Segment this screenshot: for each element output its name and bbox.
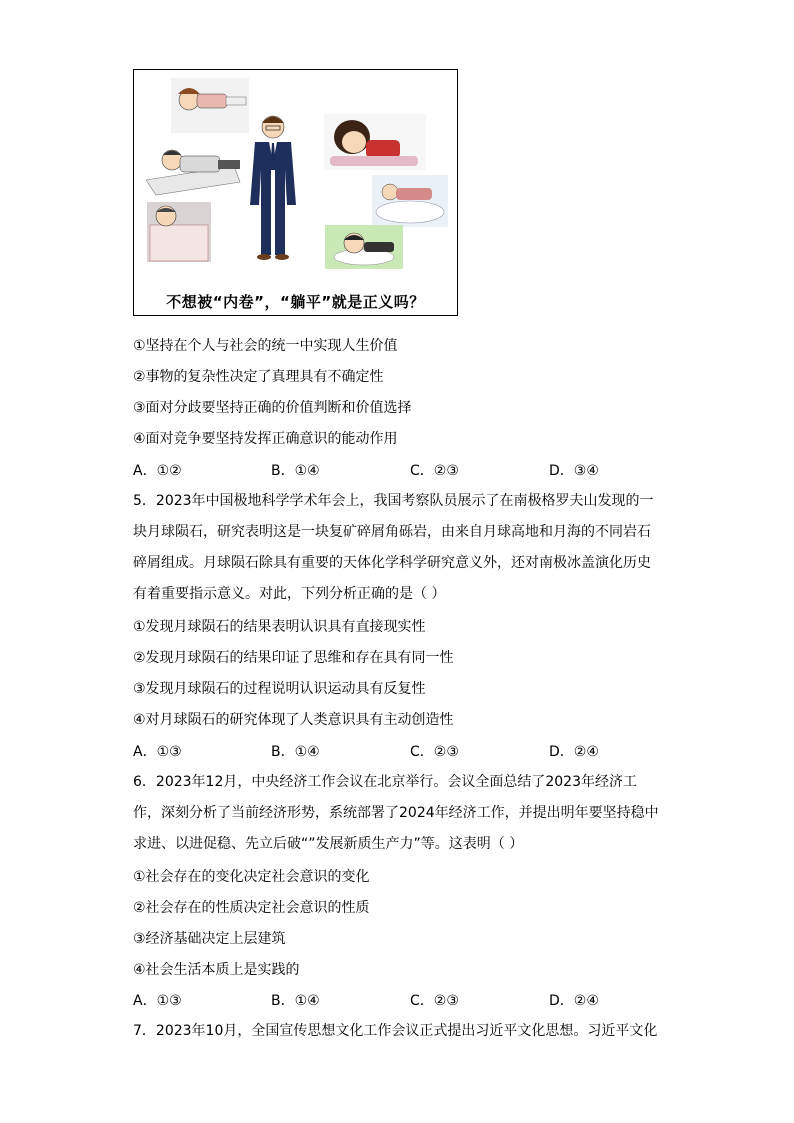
q6-item-1: ①社会存在的变化决定社会意识的变化 xyxy=(133,869,370,885)
q4-option-b[interactable]: B．①④ xyxy=(271,463,320,479)
q6-option-b[interactable]: B．①④ xyxy=(271,993,320,1009)
man-in-bed-icon xyxy=(147,202,211,262)
lying-man-on-mat-icon xyxy=(146,150,240,195)
q6-stem: 6．2023年12月，中央经济工作会议在北京举行。会议全面总结了2023年经济工作，深刻分析了当前经济形势，系统部署了2024年经济工作，并提出明年要坚持稳中求进、以进促稳、先立后破“”发展新质生产力”等。这表明（ ） xyxy=(133,774,659,852)
q6-option-c[interactable]: C．②③ xyxy=(410,993,459,1009)
illustration-figure xyxy=(133,69,458,316)
q5-option-c[interactable]: C．②③ xyxy=(410,744,459,760)
q4-item-1: ①坚持在个人与社会的统一中实现人生价值 xyxy=(133,338,398,354)
woman-on-cloud-icon xyxy=(372,175,448,227)
q6-option-d[interactable]: D．②④ xyxy=(549,993,599,1009)
q4-option-a[interactable]: A．①② xyxy=(133,463,182,479)
figure-caption: 不想被“内卷”，“躺平”就是正义吗？ xyxy=(166,293,425,311)
q6-item-3: ③经济基础决定上层建筑 xyxy=(133,931,286,947)
q6-item-4: ④社会生活本质上是实践的 xyxy=(133,962,300,978)
q5-item-4: ④对月球陨石的研究体现了人类意识具有主动创造性 xyxy=(133,712,454,728)
q4-option-c[interactable]: C．②③ xyxy=(410,463,459,479)
q6-option-a[interactable]: A．①③ xyxy=(133,993,182,1009)
q5-stem: 5．2023年中国极地科学学术年会上，我国考察队员展示了在南极格罗夫山发现的一块月球陨石，研究表明这是一块复矿碎屑角砾岩，由来自月球高地和月海的不同岩石碎屑组成。月球陨石除具有重要的天体化学科学研究意义外，还对南极冰盖演化历史有着重要指示意义。对此，下列分析正确的是（ ） xyxy=(133,493,654,602)
q4-item-2: ②事物的复杂性决定了真理具有不确定性 xyxy=(133,369,384,385)
q5-item-3: ③发现月球陨石的过程说明认识运动具有反复性 xyxy=(133,681,426,697)
q4-item-3: ③面对分歧要坚持正确的价值判断和价值选择 xyxy=(133,400,412,416)
q5-option-b[interactable]: B．①④ xyxy=(271,744,320,760)
q7-stem: 7．2023年10月，全国宣传思想文化工作会议正式提出习近平文化思想。习近平文化 xyxy=(133,1023,658,1039)
cartoon-people-illustration xyxy=(134,70,457,315)
q4-item-4: ④面对竞争要坚持发挥正确意识的能动作用 xyxy=(133,431,398,447)
sleeping-woman-icon xyxy=(324,114,426,170)
q5-option-d[interactable]: D．②④ xyxy=(549,744,599,760)
q5-item-2: ②发现月球陨石的结果印证了思维和存在具有同一性 xyxy=(133,650,454,666)
q4-option-d[interactable]: D．③④ xyxy=(549,463,599,479)
lying-woman-icon xyxy=(171,78,249,133)
q5-item-1: ①发现月球陨石的结果表明认识具有直接现实性 xyxy=(133,619,426,635)
q6-item-2: ②社会存在的性质决定社会意识的性质 xyxy=(133,900,370,916)
standing-man-icon xyxy=(250,116,296,260)
boy-sleeping-icon xyxy=(325,225,403,269)
q5-option-a[interactable]: A．①③ xyxy=(133,744,182,760)
